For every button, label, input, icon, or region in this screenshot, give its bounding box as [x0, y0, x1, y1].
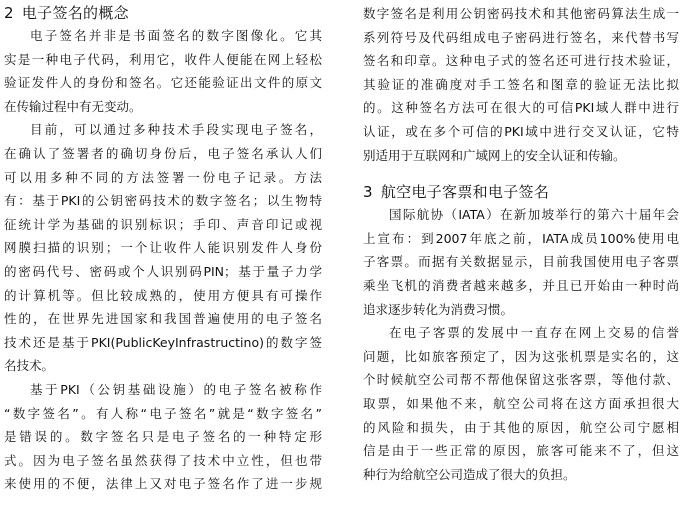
paragraph-line: 子客票。而据有关数据显示，目前我国使用电子客票: [363, 254, 679, 270]
section-3-number: 3: [363, 183, 373, 202]
paragraph-line: 是错误的。数字签名只是电子签名的一种特定形: [4, 429, 322, 445]
paragraph-line: 上宣布：到2007年底之前，IATA成员100%使用电: [363, 230, 679, 246]
section-3-heading: [363, 181, 679, 203]
paragraph-line: 别适用于互联网和广域网上的安全认证和传输。: [363, 147, 626, 163]
paragraph-line: 数字签名是利用公钥密码技术和其他密码算法生成一: [363, 6, 679, 21]
paragraph-line: 乘坐飞机的消费者越来越多，并且已开始由一种时尚: [363, 277, 679, 293]
paragraph-line: 网膜扫描的识别；一个让收件人能识别发件人身份: [4, 240, 322, 256]
paragraph-line: 来使用的不便，法律上又对电子签名作了进一步规: [4, 476, 322, 492]
paragraph-line: 基于PKI（公钥基础设施）的电子签名被称作: [30, 381, 322, 397]
paragraph-line: 系列符号及代码组成电子密码进行签名，来代替书写: [363, 29, 679, 45]
section-gap: [363, 167, 679, 179]
paragraph-line: 问题，比如旅客预定了，因为这张机票是实名的，这: [363, 348, 679, 364]
paragraph-line: 实是一种电子代码，利用它，收件人便能在网上轻松: [4, 51, 322, 67]
paragraph-line: 种行为给航空公司造成了很大的负担。: [363, 466, 576, 482]
paragraph-line: 信是由于一些正常的原因，旅客可能来不了，但这: [363, 443, 679, 459]
paragraph-line: 的密码代号、密码或个人识别码PIN；基于量子力学: [4, 263, 322, 279]
right-column: [363, 2, 679, 486]
paragraph-line: 有：基于PKI的公钥密码技术的数字签名；以生物特: [4, 193, 322, 209]
paragraph-line: 性的，在世界先进国家和我国普遍使用的电子签名: [4, 311, 322, 327]
paragraph-line: 其验证的准确度对手工签名和图章的验证无法比拟: [363, 76, 679, 92]
paragraph-line: “数字签名”。有人称“电子签名”就是“数字签名”: [4, 405, 322, 421]
paragraph-line: 在传输过程中有无变动。: [4, 98, 142, 114]
paragraph-line: 国际航协（IATA）在新加坡举行的第六十届年会: [389, 207, 679, 223]
paragraph-line: 目前，可以通过多种技术手段实现电子签名，: [30, 122, 322, 138]
paragraph-line: 在确认了签署者的确切身份后，电子签名承认人们: [4, 145, 322, 161]
section-2-title: 电子签名的概念: [21, 4, 129, 22]
paragraph-line: 的计算机等。但比较成熟的，使用方便具有可操作: [4, 287, 322, 303]
paragraph-line: 签名和印章。这种电子式的签名还可进行技术验证，: [363, 53, 679, 69]
paragraph-line: 征统计学为基础的识别标识；手印、声音印记或视: [4, 216, 322, 232]
paragraph-line: 名技术。: [4, 358, 55, 374]
paragraph-line: 式。因为电子签名虽然获得了技术中立性，但也带: [4, 452, 322, 468]
paragraph-line: 可以用多种不同的方法签署一份电子记录。方法: [4, 169, 322, 185]
left-column: [4, 2, 322, 496]
section-2-heading: [4, 2, 322, 24]
section-3-title: 航空电子客票和电子签名: [380, 183, 550, 202]
paragraph-line: 在电子客票的发展中一直存在网上交易的信誉: [389, 325, 679, 341]
paragraph-line: 验证发件人的身份和签名。它还能验证出文件的原文: [4, 75, 322, 91]
section-2-number: 2: [4, 4, 14, 22]
paragraph-line: 的风险和损失，由于其他的原因，航空公司宁愿相: [363, 419, 679, 435]
paragraph-line: 个时候航空公司帮不帮他保留这张客票，等他付款、: [363, 372, 679, 388]
paragraph-line: 取票，如果他不来，航空公司将在这方面承担很大: [363, 395, 679, 411]
paragraph-line: 追求逐步转化为消费习惯。: [363, 301, 514, 317]
paragraph-line: 认证，或在多个可信的PKI域中进行交叉认证，它特: [363, 123, 679, 139]
paragraph-line: 的。这种签名方法可在很大的可信PKI域人群中进行: [363, 100, 679, 116]
paragraph-line: 电子签名并非是书面签名的数字图像化。它其: [30, 28, 322, 43]
paragraph-line: 技术还是基于PKI(PublicKeyInfrastructino)的数字签: [4, 334, 322, 350]
